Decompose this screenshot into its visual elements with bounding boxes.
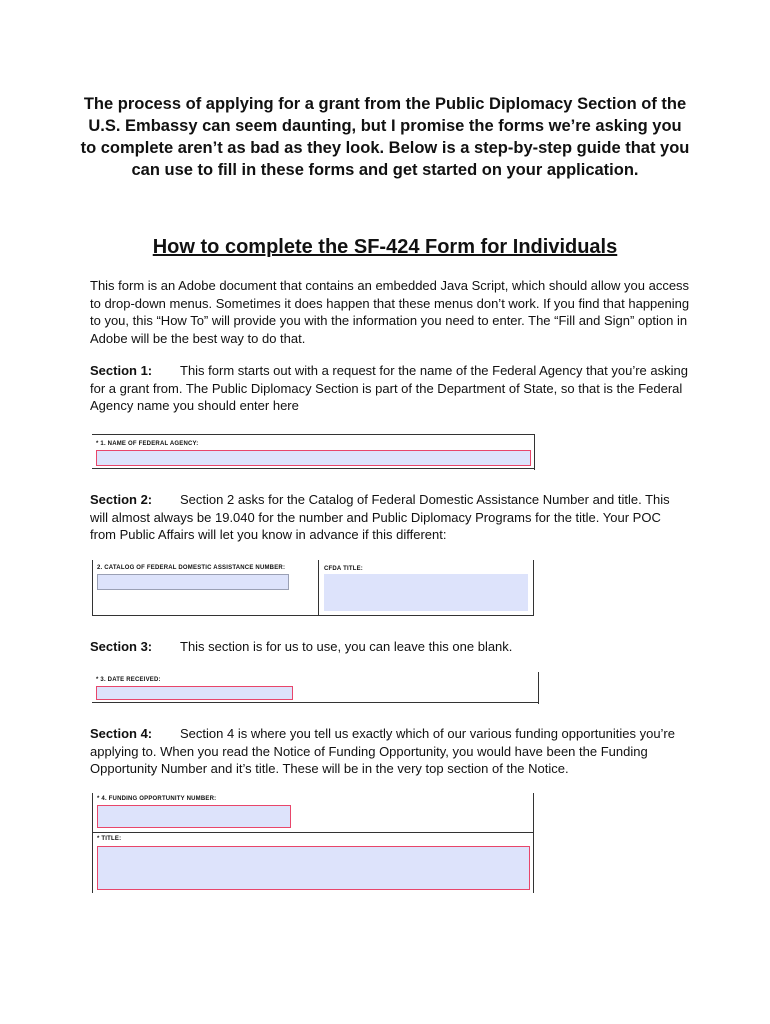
section-1-text: This form starts out with a request for the name of the Federal Agency that you’re asking for a grant from. The Public Diplomacy Section is part of the Department of State, so that is the Federal Agency name you should enter here [90, 363, 688, 413]
rule [92, 615, 534, 616]
section-1-paragraph [90, 362, 690, 415]
cfda-number-label: 2. CATALOG OF FEDERAL DOMESTIC ASSISTANCE NUMBER: [97, 565, 286, 571]
rule [533, 793, 534, 893]
section-4-text: Section 4 is where you tell us exactly which of our various funding opportunities you’re applying to. When you read the Notice of Funding Opportunity, you would have been the Funding Opportunity Number and it’s title. These will be in the very top section of the Notice. [90, 726, 675, 776]
rule [92, 434, 535, 435]
rule [533, 560, 534, 616]
federal-agency-field[interactable] [96, 450, 531, 466]
cfda-title-label: CFDA TITLE: [324, 566, 363, 572]
page-title: How to complete the SF-424 Form for Individuals [152, 236, 618, 258]
section-4-paragraph [90, 725, 690, 778]
section-3-paragraph [90, 638, 690, 656]
rule [92, 702, 539, 703]
rule [92, 468, 535, 469]
date-received-label: * 3. DATE RECEIVED: [96, 677, 161, 683]
rule [318, 560, 319, 616]
overview-paragraph: This form is an Adobe document that contains an embedded Java Script, which should allow you access to drop-down menus. Sometimes it does happen that these menus don’t work. If you find that happening to you, this “How To” will provide you with the information you need to enter. The “Fill and Sign” option in Adobe will be the best way to do that. [90, 278, 690, 346]
section-3-label: Section 3: [90, 639, 153, 654]
section-1-label: Section 1: [90, 363, 153, 378]
funding-title-field[interactable] [97, 846, 530, 890]
form-snippet-date-received [92, 672, 540, 704]
section-2-paragraph [90, 491, 690, 544]
rule [538, 672, 539, 704]
section-3-text: This section is for us to use, you can leave this one blank. [180, 639, 513, 654]
funding-title-label: * TITLE: [97, 836, 122, 842]
rule [92, 793, 93, 893]
form-snippet-funding-opportunity [92, 793, 535, 893]
funding-number-label: * 4. FUNDING OPPORTUNITY NUMBER: [97, 796, 217, 802]
federal-agency-label: * 1. NAME OF FEDERAL AGENCY: [96, 441, 199, 447]
form-snippet-cfda [92, 560, 535, 616]
rule [92, 560, 93, 616]
section-2-label: Section 2: [90, 492, 153, 507]
cfda-title-field[interactable] [324, 574, 528, 611]
section-2-text: Section 2 asks for the Catalog of Federal Domestic Assistance Number and title. This will almost always be 19.040 for the number and Public Diplomacy Programs for the title. Your POC from Public Affairs will let you know in advance if this different: [90, 492, 670, 542]
date-received-field[interactable] [96, 686, 293, 700]
funding-number-field[interactable] [97, 805, 291, 828]
rule [534, 434, 535, 470]
rule [92, 832, 534, 833]
cfda-number-field[interactable] [97, 574, 289, 590]
section-4-label: Section 4: [90, 726, 153, 741]
form-snippet-federal-agency [92, 434, 535, 470]
intro-paragraph: The process of applying for a grant from the Public Diplomacy Section of the U.S. Embassy can seem daunting, but I promise the forms we’re asking you to complete aren’t as bad as they look. Below is a step-by-step guide that you can use to fill in these forms and get started on your application. [80, 95, 690, 179]
